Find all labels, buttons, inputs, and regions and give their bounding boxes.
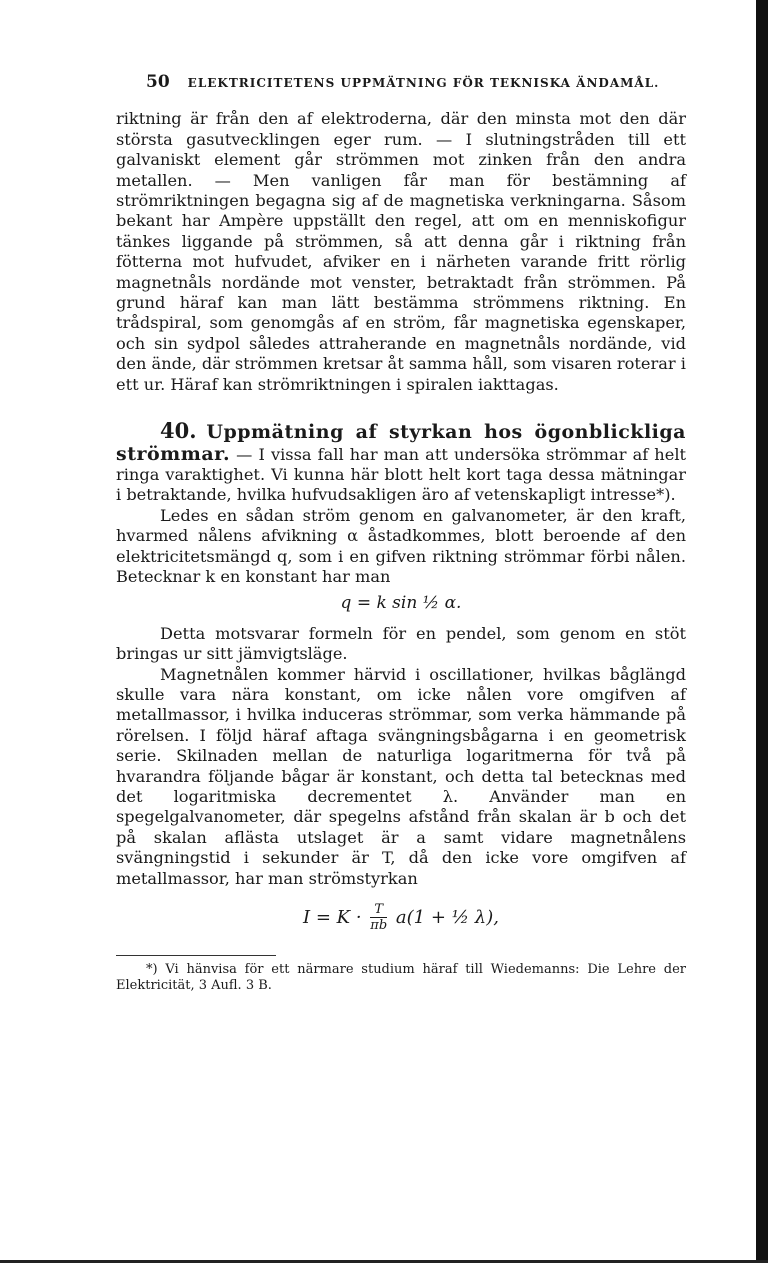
paragraph-1: riktning är från den af elektroderna, där den minsta mot den där största gasutvecklingen eger rum. — I slutningstråden till ett galvaniskt element går strömmen mot zinken från den andra metallen. — Men vanligen får man för bestämning af strömriktningen begagna sig af de magnetiska verkningarna. Såsom bekant har Ampère uppställt den regel, att om en menniskofigur tänkes liggande på strömmen, så att denna går i riktning från fötterna mot hufvudet, afviker en i närheten varande fritt rörlig magnetnåls nordände mot venster, betraktadt från strömmen. På grund häraf kan man lätt bestämma strömmens riktning. En trådspiral, som genomgås af en ström, får magnetiska egenskaper, och sin sydpol således attraherande en magnetnåls nordände, vid den ände, där strömmen kretsar åt samma håll, som visaren roterar i ett ur. Häraf kan strömriktningen i spiralen iakttagas.: [116, 109, 686, 394]
section-intro: — I vissa fall har man att undersöka strömmar af helt ringa varaktighet. Vi kunna här blott helt kort taga dessa mätningar i betraktande, hvilka hufvudsakligen äro af vetenskapligt intresse*).: [116, 444, 686, 505]
formula-rhs: a(1 + ½ λ),: [395, 907, 499, 929]
paragraph-2: Ledes en sådan ström genom en galvanometer, är den kraft, hvarmed nålens afvikning α åstadkommes, blott beroende af den elektricitetsmängd q, som i en gifven riktning strömmar förbi nålen. Betecknar k en konstant har man: [116, 505, 686, 586]
formula-numerator: T: [374, 902, 384, 918]
running-head: [146, 72, 686, 93]
section-title: Uppmätning af styrkan hos ögonblickliga strömmar.: [116, 421, 686, 465]
footnote-rule: [116, 955, 276, 956]
formula-denominator: πb: [370, 918, 388, 934]
running-title: ELEKTRICITETENS UPPMÄTNING FÖR TEKNISKA ÄNDAMÅL.: [187, 76, 660, 90]
formula-q: q = k sin ½ α.: [340, 593, 462, 614]
scan-edge-right: [756, 0, 768, 1263]
formula-lhs: I = K ·: [303, 907, 362, 929]
book-page: [116, 72, 686, 994]
formula-fraction: [370, 903, 387, 933]
section-40: [116, 418, 686, 506]
formula-current: [116, 903, 686, 933]
page-number: 50: [146, 72, 170, 92]
section-number: 40.: [160, 418, 197, 444]
footnote: *) Vi hänvisa för ett närmare studium häraf till Wiedemanns: Die Lehre der Elektricität, 3 Aufl. 3 B.: [116, 962, 686, 994]
paragraph-3: Detta motsvarar formeln för en pendel, som genom en stöt bringas ur sitt jämvigtsläge.: [116, 623, 686, 664]
paragraph-4: Magnetnålen kommer härvid i oscillationer, hvilkas båglängd skulle vara nära konstant, om icke nålen vore omgifven af metallmassor, i hvilka induceras strömmar, som verka hämmande på rörelsen. I följd häraf aftaga svängningsbågarna i en geometrisk serie. Skilnaden mellan de naturliga logaritmerna för två på hvarandra följande bågar är konstant, och detta tal betecknas med det logaritmiska decrementet λ. Använder man en spegelgalvanometer, där spegelns afstånd från skalan är b och det på skalan aflästa utslaget är a samt vidare magnetnålens svängningstid i sekunder är T, då den icke vore omgifven af metallmassor, har man strömstyrkan: [116, 664, 686, 888]
